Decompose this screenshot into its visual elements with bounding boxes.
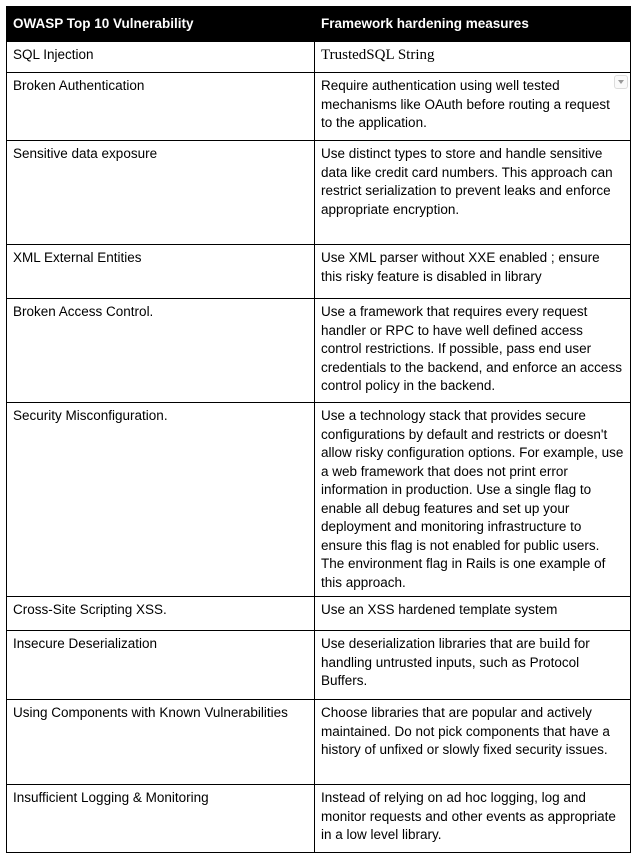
table-row xyxy=(7,299,631,403)
table-row xyxy=(7,73,631,141)
measure-text xyxy=(321,408,623,590)
table-row xyxy=(7,141,631,245)
vulnerability-label: SQL Injection xyxy=(13,47,94,62)
text-run: Choose libraries that are popular and actively maintained. Do not pick components that have a history of unfixed or slowly fixed security issues. xyxy=(321,705,610,757)
measure-cell xyxy=(315,403,631,597)
text-run: Use a technology stack that provides secure configurations by default and restricts or doesn't allow risky configuration options. For example, use a web framework that does not print error information in production. Use a single flag to enable all debug features and set up your deployment and monitoring infrastructure to ensure this flag is not enabled for public users. The environment flag in Rails is one example of this approach. xyxy=(321,408,624,590)
text-run: Use XML parser without XXE enabled ; ensure this risky feature is disabled in library xyxy=(321,250,600,284)
vulnerability-cell xyxy=(7,299,315,403)
vulnerability-label: Security Misconfiguration. xyxy=(13,408,168,423)
text-run: Use an XSS hardened template system xyxy=(321,602,558,617)
text-run: for handling untrusted inputs, such as Protocol Buffers. xyxy=(321,636,590,688)
vulnerability-cell xyxy=(7,785,315,853)
vulnerability-cell xyxy=(7,403,315,597)
measure-text xyxy=(321,146,613,217)
owasp-hardening-table xyxy=(6,6,631,853)
measure-text xyxy=(321,250,600,284)
vulnerability-cell xyxy=(7,42,315,73)
measure-text xyxy=(321,78,610,130)
measure-text xyxy=(321,636,590,688)
measure-cell xyxy=(315,700,631,785)
text-run: Use a framework that requires every request handler or RPC to have well defined access control restrictions. If possible, pass end user credentials to the backend, and enforce an access control policy in the backend. xyxy=(321,304,622,393)
vulnerability-label: Insecure Deserialization xyxy=(13,636,158,651)
measure-text xyxy=(321,790,616,842)
header-measures-column: Framework hardening measures xyxy=(315,7,631,42)
table-row xyxy=(7,631,631,700)
text-run: Require authentication using well tested mechanisms like OAuth before routing a request to the application. xyxy=(321,78,610,130)
vulnerability-label: Broken Authentication xyxy=(13,78,145,93)
header-row xyxy=(7,7,631,42)
vulnerability-label: XML External Entities xyxy=(13,250,142,265)
vulnerability-label: Broken Access Control. xyxy=(13,304,154,319)
vulnerability-label: Sensitive data exposure xyxy=(13,146,158,161)
table-row xyxy=(7,597,631,631)
measure-cell xyxy=(315,631,631,700)
table-row xyxy=(7,700,631,785)
vulnerability-cell xyxy=(7,73,315,141)
measure-cell xyxy=(315,141,631,245)
serif-text-run: TrustedSQL String xyxy=(321,47,435,63)
collapsed-comment-icon[interactable] xyxy=(614,75,628,89)
measure-cell xyxy=(315,73,631,141)
table-body xyxy=(7,42,631,853)
vulnerability-cell xyxy=(7,700,315,785)
table-row xyxy=(7,245,631,299)
serif-text-run: build xyxy=(539,636,571,652)
vulnerability-cell xyxy=(7,141,315,245)
vulnerability-label: Cross-Site Scripting XSS. xyxy=(13,602,167,617)
text-run: Use deserialization libraries that are xyxy=(321,636,540,651)
measure-cell xyxy=(315,299,631,403)
vulnerability-cell xyxy=(7,597,315,631)
vulnerability-cell xyxy=(7,631,315,700)
text-run: Use distinct types to store and handle sensitive data like credit card numbers. This approach can restrict serialization to prevent leaks and enforce appropriate encryption. xyxy=(321,146,613,217)
table-row xyxy=(7,785,631,853)
vulnerability-cell xyxy=(7,245,315,299)
table-row xyxy=(7,42,631,73)
measure-cell xyxy=(315,42,631,73)
table-row xyxy=(7,403,631,597)
chevron-down-icon xyxy=(618,80,624,84)
measure-cell xyxy=(315,597,631,631)
vulnerability-label: Insufficient Logging & Monitoring xyxy=(13,790,209,805)
measure-cell xyxy=(315,785,631,853)
vulnerability-label: Using Components with Known Vulnerabilities xyxy=(13,705,288,720)
measure-text xyxy=(321,304,622,393)
measure-text xyxy=(321,705,610,757)
measure-text xyxy=(321,47,435,62)
measure-text xyxy=(321,602,557,617)
measure-cell xyxy=(315,245,631,299)
header-vulnerability-column: OWASP Top 10 Vulnerability xyxy=(7,7,315,42)
text-run: Instead of relying on ad hoc logging, log and monitor requests and other events as appropriate in a low level library. xyxy=(321,790,616,842)
